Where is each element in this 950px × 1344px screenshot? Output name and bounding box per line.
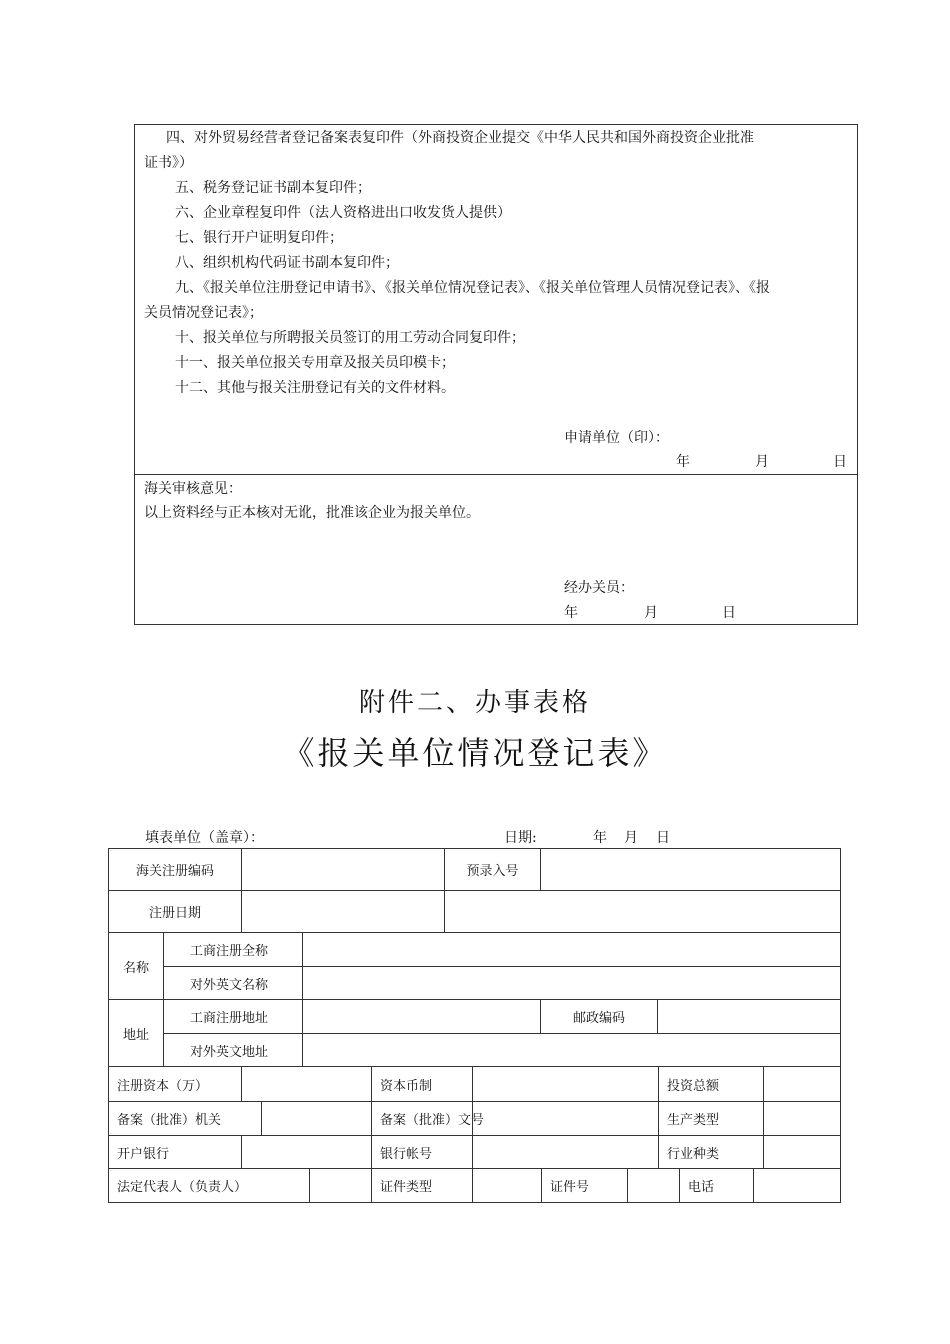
review-date-day: 日	[722, 605, 736, 621]
label-total-investment: 投资总额	[658, 1066, 764, 1102]
applicant-label: 申请单位（印）：	[564, 430, 669, 446]
input-currency[interactable]	[472, 1066, 659, 1102]
label-bank: 开户银行	[108, 1135, 242, 1169]
date-year: 年	[676, 454, 690, 470]
label-biz-address: 工商注册地址	[163, 999, 303, 1034]
label-reg-date: 注册日期	[108, 890, 242, 933]
input-bank[interactable]	[241, 1135, 372, 1169]
input-postcode[interactable]	[657, 999, 841, 1034]
form-date-label: 日期:	[504, 830, 537, 846]
input-legal-rep[interactable]	[309, 1168, 372, 1203]
label-en-address: 对外英文地址	[163, 1033, 303, 1067]
label-address: 地址	[108, 999, 164, 1067]
form-date-month: 月	[624, 830, 638, 846]
label-biz-full-name: 工商注册全称	[163, 932, 303, 967]
label-filing-authority: 备案（批准）机关	[108, 1101, 262, 1136]
label-postcode: 邮政编码	[540, 999, 658, 1034]
input-phone[interactable]	[753, 1168, 841, 1203]
item-10: 十、报关单位与所聘报关员签订的用工劳动合同复印件；	[175, 330, 525, 346]
item-12: 十二、其他与报关注册登记有关的文件材料。	[175, 380, 455, 396]
item-9-line-2: 关员情况登记表》；	[144, 305, 263, 321]
input-industry[interactable]	[763, 1135, 841, 1169]
form-date-day: 日	[656, 830, 670, 846]
label-production-type: 生产类型	[658, 1101, 764, 1136]
input-biz-address[interactable]	[302, 999, 541, 1034]
filler-label: 填表单位（盖章）：	[145, 830, 264, 846]
input-filing-authority[interactable]	[261, 1101, 372, 1136]
input-customs-code[interactable]	[241, 848, 445, 891]
materials-section	[135, 125, 857, 475]
input-total-investment[interactable]	[763, 1066, 841, 1102]
input-reg-capital[interactable]	[241, 1066, 372, 1102]
date-day: 日	[833, 454, 847, 470]
label-id-no: 证件号	[541, 1168, 628, 1203]
item-9-line-1: 九、《报关单位注册登记申请书》、《报关单位情况登记表》、《报关单位管理人员情况登记表》、《报	[175, 280, 770, 296]
item-5: 五、税务登记证书副本复印件；	[175, 180, 371, 196]
label-legal-rep: 法定代表人（负责人）	[108, 1168, 310, 1203]
input-biz-full-name[interactable]	[302, 932, 841, 967]
input-id-type[interactable]	[472, 1168, 542, 1203]
input-en-name[interactable]	[302, 966, 841, 1000]
customs-review-section	[135, 475, 857, 624]
item-6: 六、企业章程复印件（法人资格进出口收发货人提供）	[175, 205, 511, 221]
officer-label: 经办关员：	[564, 580, 634, 596]
label-pre-entry: 预录入号	[444, 848, 541, 891]
input-id-no[interactable]	[627, 1168, 680, 1203]
label-bank-account: 银行帐号	[371, 1135, 473, 1169]
label-phone: 电话	[679, 1168, 754, 1203]
item-7: 七、银行开户证明复印件；	[175, 230, 343, 246]
item-8: 八、组织机构代码证书副本复印件；	[175, 255, 399, 271]
input-production-type[interactable]	[763, 1101, 841, 1136]
review-date-month: 月	[644, 605, 658, 621]
label-reg-capital: 注册资本（万）	[108, 1066, 242, 1102]
application-materials-box	[134, 124, 858, 625]
input-reg-date[interactable]	[241, 890, 445, 933]
label-id-type: 证件类型	[371, 1168, 473, 1203]
label-filing-doc: 备案（批准）文号	[371, 1101, 473, 1136]
input-bank-account[interactable]	[472, 1135, 659, 1169]
label-customs-code: 海关注册编码	[108, 848, 242, 891]
form-date-year: 年	[593, 830, 607, 846]
item-4-line-2: 证书》）	[144, 155, 193, 171]
item-4-line-1: 四、对外贸易经营者登记备案表复印件（外商投资企业提交《中华人民共和国外商投资企业批准	[166, 130, 754, 146]
input-filing-doc[interactable]	[472, 1101, 659, 1136]
label-industry: 行业种类	[658, 1135, 764, 1169]
input-pre-entry[interactable]	[540, 848, 841, 891]
item-11: 十一、报关单位报关专用章及报关员印模卡；	[175, 355, 455, 371]
label-en-name: 对外英文名称	[163, 966, 303, 1000]
review-heading: 海关审核意见：	[144, 481, 242, 497]
attachment-title: 附件二、办事表格	[358, 688, 591, 718]
review-text: 以上资料经与正本核对无讹，批准该企业为报关单位。	[144, 505, 480, 521]
label-currency: 资本币制	[371, 1066, 473, 1102]
review-date-year: 年	[564, 605, 578, 621]
input-en-address[interactable]	[302, 1033, 841, 1067]
blank-reg-date-right	[444, 890, 841, 933]
label-name: 名称	[108, 932, 164, 1000]
form-title: 《报关单位情况登记表》	[282, 734, 668, 772]
date-month: 月	[755, 454, 769, 470]
